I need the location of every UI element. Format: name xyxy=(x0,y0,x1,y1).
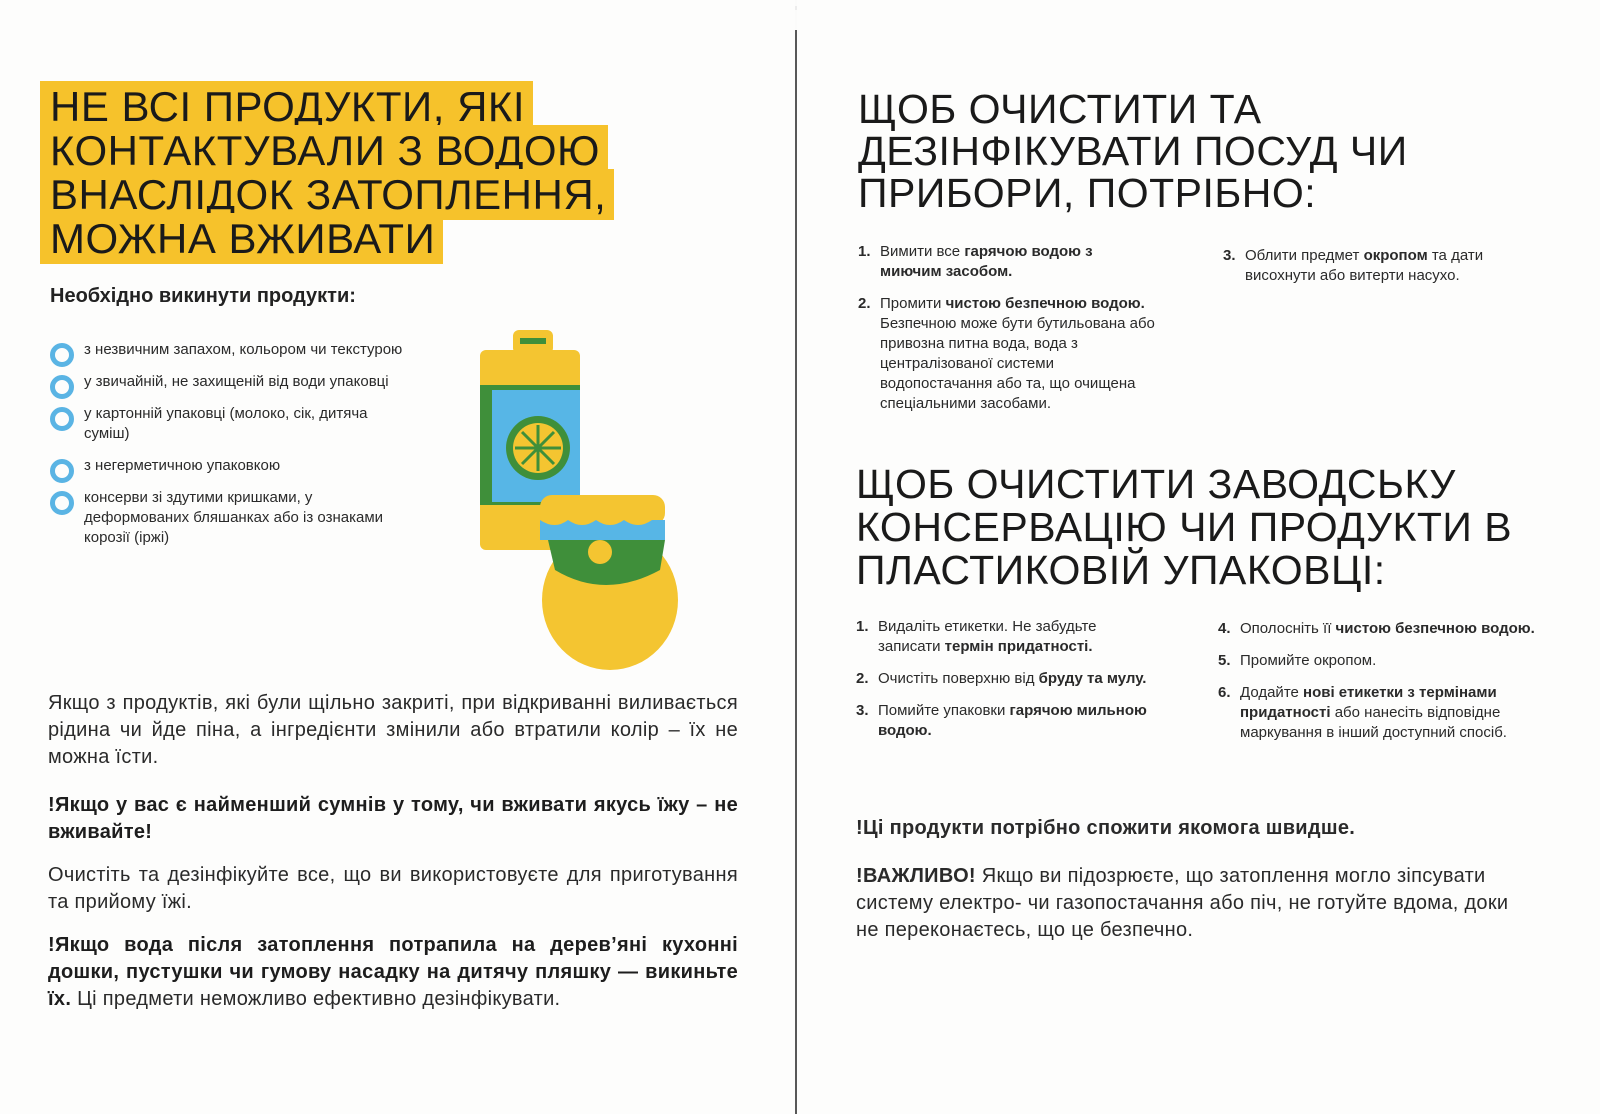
discard-list xyxy=(48,340,408,560)
list-item: 3. Облити предмет окропом та дати висохнути або витерти насухо. xyxy=(1223,247,1484,284)
list-item: 3. Помийте упаковки гарячою мильною водою. xyxy=(856,702,1147,739)
disinfect-paragraph: Очистіть та дезінфікуйте все, що ви використовуєте для приготування та прийому їжі. xyxy=(48,864,738,913)
ring-bullet-icon xyxy=(50,459,74,483)
wooden-items-warning: !Якщо вода після затоплення потрапила на дерев’яні кухонні дошки, пустушки чи гумову насадку на дитячу пляшку — викиньте їх. Ці предмети неможливо ефективно дезінфікувати. xyxy=(48,934,738,1010)
dishes-steps-col1 xyxy=(858,242,1158,426)
list-item: консерви зі здутими кришками, у деформованих бляшанках або із ознаками корозії (іржі) xyxy=(48,488,408,548)
list-item: 1. Видаліть етикетки. Не забудьте записати термін придатності. xyxy=(856,618,1097,655)
canned-steps-col2 xyxy=(1218,619,1548,755)
dishes-heading: ЩОБ ОЧИСТИТИ ТА ДЕЗІНФІКУВАТИ ПОСУД ЧИ ПРИБОРИ, ПОТРІБНО: xyxy=(858,86,1408,216)
list-item: з негерметичною упаковкою xyxy=(48,456,408,476)
list-item: з незвичним запахом, кольором чи текстурою xyxy=(48,340,408,360)
left-heading-text: НЕ ВСІ ПРОДУКТИ, ЯКІ КОНТАКТУВАЛИ З ВОДОЮ ВНАСЛІДОК ЗАТОПЛЕННЯ, МОЖНА ВЖИВАТИ xyxy=(40,81,614,264)
list-item: 5. Промийте окропом. xyxy=(1218,652,1377,669)
discard-subheading: Необхідно викинути продукти: xyxy=(50,285,356,307)
important-warning: !ВАЖЛИВО! Якщо ви підозрюєте, що затоплення могло зіпсувати систему електро- чи газопостачання або піч, не готуйте вдома, доки не переконаєтесь, що це безпечно. xyxy=(856,865,1509,941)
doubt-warning: !Якщо у вас є найменший сумнів у тому, чи вживати якусь їжу – не вживайте! xyxy=(48,794,738,843)
consume-soon-note: !Ці продукти потрібно спожити якомога швидше. xyxy=(856,817,1356,839)
opened-products-paragraph: Якщо з продуктів, які були щільно закриті, при відкриванні виливається рідина чи йде піна, а інгредієнти змінили або втратили колір – їх не можна їсти. xyxy=(48,692,738,768)
list-item: 1. Вимити все гарячою водою з миючим засобом. xyxy=(858,243,1093,280)
list-item: у картонній упаковці (молоко, сік, дитяча суміш) xyxy=(48,404,408,444)
food-containers-illustration xyxy=(480,330,690,670)
list-item: 2. Очистіть поверхню від бруду та мулу. xyxy=(856,670,1147,687)
list-item: 4. Ополосніть її чистою безпечною водою. xyxy=(1218,620,1535,637)
ring-bullet-icon xyxy=(50,491,74,515)
list-item: у звичайній, не захищеній від води упаковці xyxy=(48,372,408,392)
canned-steps-col1 xyxy=(856,617,1156,753)
ring-bullet-icon xyxy=(50,407,74,431)
left-page xyxy=(0,0,795,1114)
list-item: 2. Промити чистою безпечною водою. Безпечною може бути бутильована або привозна питна вода, вода з централізованої системи водопостачання або та, що очищена спеціальними засобами. xyxy=(858,295,1155,412)
ring-bullet-icon xyxy=(50,375,74,399)
list-item: 6. Додайте нові етикетки з термінами придатності або нанесіть відповідне маркування в інший доступний спосіб. xyxy=(1218,684,1507,741)
ring-bullet-icon xyxy=(50,343,74,367)
canned-goods-heading: ЩОБ ОЧИСТИТИ ЗАВОДСЬКУ КОНСЕРВАЦІЮ ЧИ ПРОДУКТИ В ПЛАСТИКОВІЙ УПАКОВЦІ: xyxy=(856,461,1513,593)
dishes-steps-col2 xyxy=(1223,246,1553,298)
left-heading xyxy=(40,85,660,261)
